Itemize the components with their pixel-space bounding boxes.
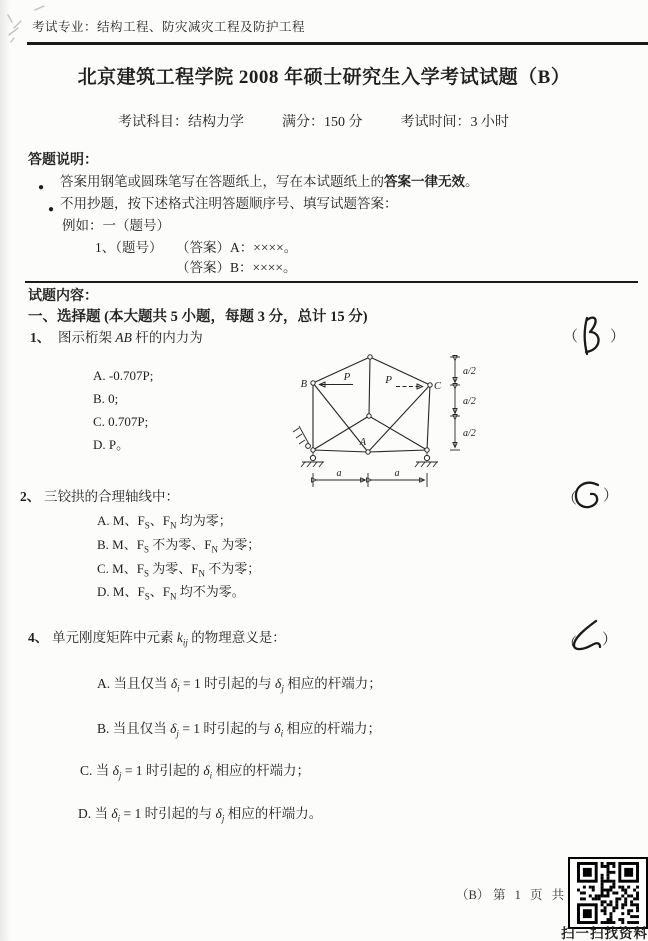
q4-option-b: B. 当且仅当 $\delta_j = 1$ 时引起的与 $\delta_i$ 相应的杆端力； [97,721,381,739]
q1-option-c: C. 0.707P; [93,414,149,429]
q1-option-b: B. 0; [93,391,119,406]
q2-stem: 三铰拱的合理轴线中： [44,489,179,504]
node-label-b: B [300,379,307,390]
instruction-bullet-2: 不用抄题，按下述格式注明答题顺序号、填写试题答案： [60,196,398,211]
q2-paren-close: ） [603,488,619,504]
q4-paren-close: ） [602,632,618,648]
bullet-icon: ● [38,182,45,193]
example-line-2-number: 1、（题号） [95,240,163,255]
q4-stem: 单元刚度矩阵中元素 $k_{ij}$ 的物理意义是： [52,630,286,648]
exam-subject: 考试科目：结构力学 [118,115,244,130]
support-left-wall [293,426,310,448]
load-label-left: P [343,371,351,383]
q1-option-a: A. -0.707P; [93,368,154,383]
instructions-heading: 答题说明： [28,153,98,168]
truss-nodes [311,355,432,454]
exam-duration: 考试时间：3 小时 [400,115,509,130]
footer-page-label: 第 1 页 共 [493,888,568,902]
footer-version-label: （B） [456,888,490,902]
content-heading: 试题内容： [28,289,98,304]
node-label-a: A [359,437,366,448]
qr-caption: 扫一扫找资料 [561,926,648,941]
q1-handwritten-answer [576,312,606,358]
q4-option-c: C. 当 $\delta_j = 1$ 时引起的 $\delta_i$ 相应的杆端力； [80,763,310,781]
exam-score: 满分：150 分 [282,115,363,130]
dim-label-h1: a [336,468,342,479]
example-line-2-answer: （答案）A：××××。 [176,240,298,255]
q2-answer-area [562,475,626,519]
q4-option-a: A. 当且仅当 $\delta_i = 1$ 时引起的与 $\delta_j$ 相应的杆端力； [97,676,382,694]
dimension-vertical [450,357,460,450]
truss-members [313,357,430,452]
page-title: 北京建筑工程学院 2008 年硕士研究生入学考试试题（B） [77,67,571,88]
q4-number: 4、 [28,630,49,645]
bullet-icon: ● [48,204,55,215]
dimension-horizontal [313,473,427,487]
q4-answer-area [560,614,626,662]
header-rule [27,42,648,45]
node-label-c: C [434,381,442,392]
example-line-1: 例如：一（题号） [62,218,170,233]
q2-option-c: C. M、$F_S$ 为零、$F_N$ 不为零； [97,561,261,579]
dim-label-v1: a/2 [463,366,476,377]
q1-number: 1、 [30,330,51,345]
q2-paren-open: （ [562,491,578,507]
support-right-roller [415,452,438,467]
load-label-right: P [385,374,392,386]
section-heading: 一、选择题 (本大题共 5 小题，每题 3 分，总计 15 分) [28,309,368,325]
q4-paren-open: （ [562,636,578,652]
q2-number: 2、 [20,489,41,504]
dim-label-h2: a [394,468,400,479]
q1-stem: 图示桁架 AB 杆的内力为 [58,330,203,345]
q1-paren-close: ） [610,329,626,345]
support-left-roller [301,452,324,467]
q2-handwritten-answer [570,477,606,515]
truss-figure [283,340,488,492]
dim-label-v3: a/2 [463,428,476,439]
qr-code [568,857,648,929]
q1-answer-area [560,312,630,360]
q1-paren-open: （ [563,329,579,345]
qr-code-pattern [573,862,643,924]
q2-option-a: A. M、$F_S$、$F_N$ 均为零； [97,513,232,531]
q2-option-b: B. M、$F_S$ 不为零、$F_N$ 为零； [97,537,261,555]
example-line-3-answer: （答案）B：××××。 [176,260,297,275]
dim-label-v2: a/2 [463,396,476,407]
instruction-bullet-1: 答案用钢笔或圆珠笔写在答题纸上，写在本试题纸上的答案一律无效。 [60,174,479,189]
q1-option-d: D. P。 [93,437,130,452]
exam-major-line: 考试专业：结构工程、防灾减灾工程及防护工程 [32,20,306,34]
exam-info-line [118,111,509,131]
q2-option-d: D. M、$F_S$、$F_N$ 均不为零。 [97,584,245,602]
content-divider-rule [25,281,638,283]
q4-option-d: D. 当 $\delta_i = 1$ 时引起的与 $\delta_j$ 相应的杆端力。 [78,806,323,824]
